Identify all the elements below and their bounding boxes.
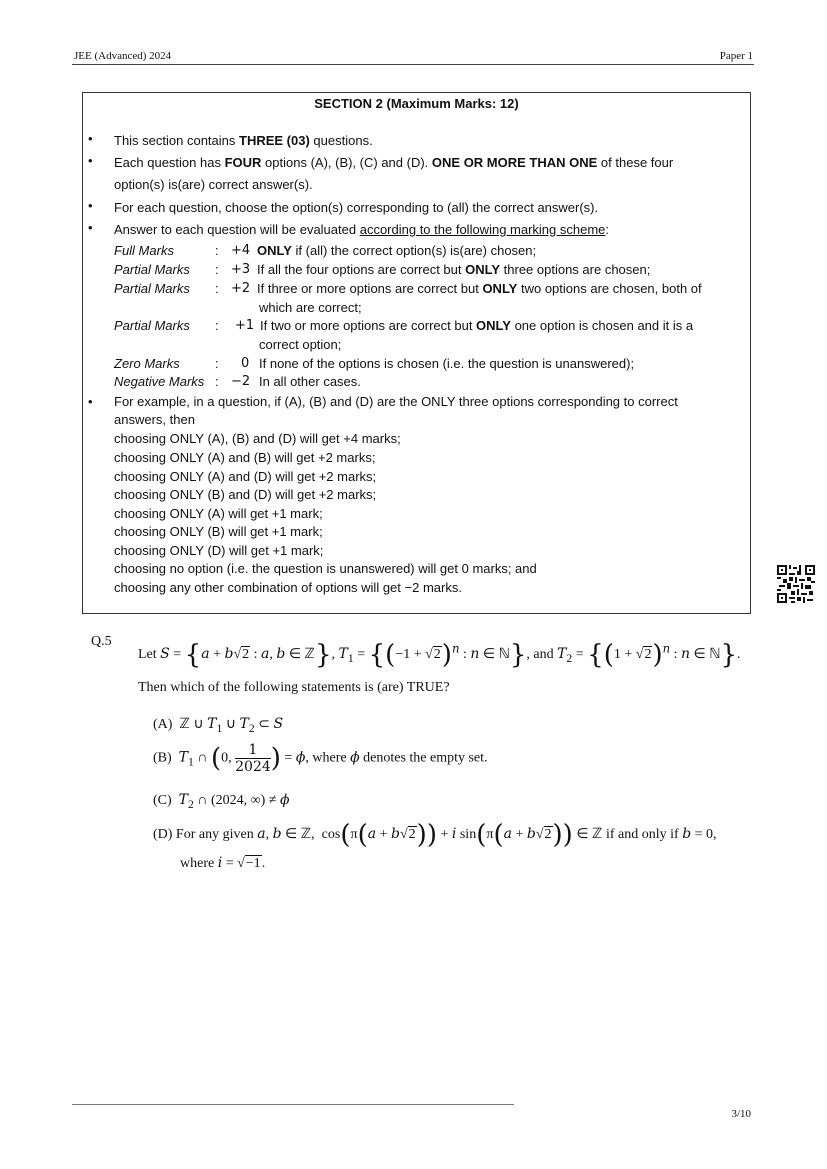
option-d[interactable]: (D) For any given a, b ∈ ℤ, cos(π(a + b√2)) + i sin(π(a + b√2)) ∈ ℤ if and only if b = 0, (153, 820, 717, 850)
example-choice: choosing ONLY (A) and (B) will get +2 marks; (114, 450, 376, 465)
example-choice: choosing ONLY (D) will get +1 mark; (114, 543, 324, 558)
header-rule (72, 64, 754, 65)
option-d-iff: if and only if (605, 827, 679, 843)
footer-rule (72, 1104, 514, 1105)
example-line-1: For example, in a question, if (A), (B) and (D) are the ONLY three options corresponding to correct (114, 394, 678, 409)
example-choice: choosing ONLY (B) and (D) will get +2 marks; (114, 487, 377, 502)
interval-bound: 2024 (215, 793, 244, 808)
where-word: where (180, 856, 215, 871)
option-d-continuation: where i = √−1. (180, 855, 266, 871)
page-number: 3/10 (731, 1108, 751, 1120)
bullet: • (88, 131, 93, 146)
bullet-1: This section contains THREE (03) questions. (114, 133, 373, 148)
option-b-text-2: denotes the empty set. (363, 750, 488, 766)
question-number: Q.5 (91, 634, 112, 649)
bullet-3: For each question, choose the option(s) corresponding to (all) the correct answer(s). (114, 200, 599, 215)
option-b-text: , where (305, 750, 347, 766)
option-b-label: (B) (153, 750, 172, 766)
section-instructions-box: SECTION 2 (Maximum Marks: 12) • This section contains THREE (03) questions. • Each question has FOUR options (A), (B), (C) and (D). ONE OR MORE THAN ONE of these four option(s) is(are) correct answer(s). • For each question, choose the option(s) corresponding to (all) the correct answer(s). • Answer to each question will be evaluated according to the following marking scheme: Full Marks : +4 ONLY if (all) the correct option(s) is(are) chosen; Partial Marks : +3 If all the four options are correct but ONLY three options are chosen; Partial Marks : +2 If three or more options are correct but ONLY two options are chosen, both of which are correct; Partial Marks : +1 If two or more options are correct but ONLY one option is chosen and it is a correct option; Zero Marks : 0 If none of the options is chosen (i.e. the question is unanswered); Negative Marks : −2 In all other cases. • For example, in a question, if (A), (B) and (D) are the ONLY three options corresponding to correct answers, then choosing ONLY (A), (B) and (D) will get +4 marks; choosing ONLY (A) and (B) will get +2 marks; choosing ONLY (A) and (D) will get +2 marks; choosing ONLY (B) and (D) will get +2 marks; choosing ONLY (A) will get +1 mark; choosing ONLY (B) will get +1 mark; choosing ONLY (D) will get +1 mark; choosing no option (i.e. the question is unanswered) will get 0 marks; and choosing any other combination of options will get −2 marks. (82, 92, 751, 614)
section-title: SECTION 2 (Maximum Marks: 12) (314, 96, 519, 111)
example-line-2: answers, then (114, 412, 195, 427)
header-right: Paper 1 (719, 50, 753, 62)
qr-code-icon (777, 565, 815, 603)
example-choice: choosing any other combination of options will get −2 marks. (114, 580, 462, 595)
example-choice: choosing ONLY (A), (B) and (D) will get +4 marks; (114, 431, 401, 446)
bullet: • (88, 394, 93, 409)
bullet: • (88, 198, 93, 213)
option-c-label: (C) (153, 793, 172, 808)
option-d-label: (D) For any given (153, 827, 254, 843)
option-c[interactable]: (C) $T_2$ ∩ (2024, ∞) ≠ ϕ (153, 792, 290, 811)
fraction-denominator: 2024 (235, 759, 271, 775)
fraction-numerator: 1 (248, 742, 258, 758)
bullet: • (88, 220, 93, 235)
question-stem: Then which of the following statements is (are) TRUE? (138, 680, 450, 695)
option-a-label: (A) (153, 717, 173, 732)
example-choice: choosing ONLY (A) will get +1 mark; (114, 506, 323, 521)
bullet: • (88, 153, 93, 168)
example-choice: choosing no option (i.e. the question is unanswered) will get 0 marks; and (114, 561, 537, 576)
let-word: Let (138, 647, 157, 663)
example-choice: choosing ONLY (A) and (D) will get +2 marks; (114, 469, 377, 484)
bullet-4: Answer to each question will be evaluated according to the following marking scheme: (114, 222, 610, 237)
option-a[interactable]: (A) ℤ ∪ $T_1$ ∪ $T_2$ ⊂ S (153, 716, 284, 735)
question-definition: Let S = {a + b√2 : a, b ∈ ℤ}, $T_1 = \{(-1 + √2)^n$ : n ∈ ℕ}, and $T_2 = \{(1 + √2)^n$ : n ∈ ℕ}. (138, 640, 741, 670)
header-left: JEE (Advanced) 2024 (74, 50, 172, 62)
and-word: and (533, 647, 554, 663)
option-b[interactable]: (B) $T_1$ ∩ (0, $\frac{1}{2024}$ ) = ϕ, where ϕ denotes the empty set. (153, 742, 488, 775)
bullet-2: Each question has FOUR options (A), (B), (C) and (D). ONE OR MORE THAN ONE of these four option(s) is(are) correct answer(s). (114, 155, 674, 192)
example-choice: choosing ONLY (B) will get +1 mark; (114, 524, 323, 539)
